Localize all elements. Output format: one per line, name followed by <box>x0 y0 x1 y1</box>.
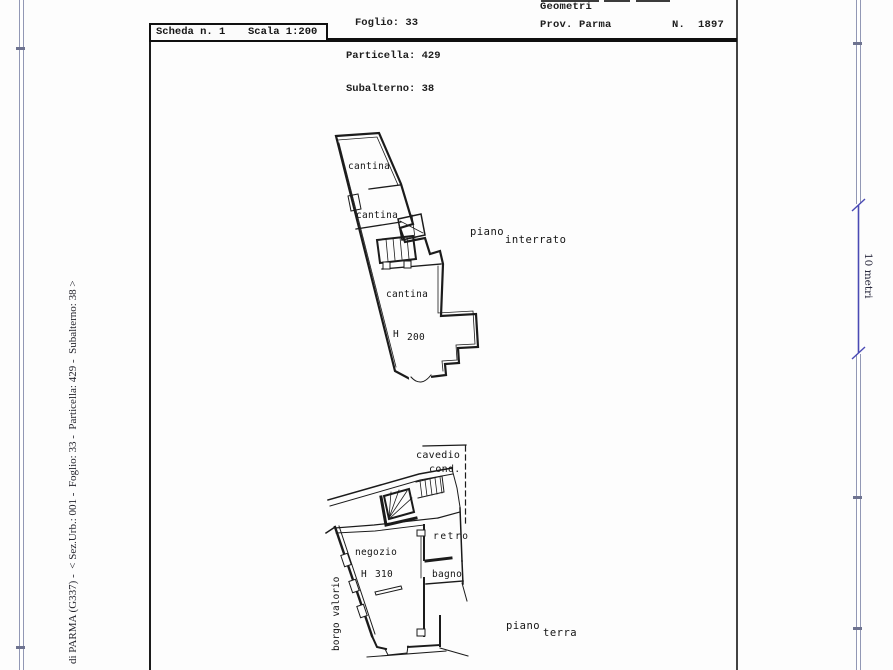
header-prov: Prov. Parma <box>540 19 612 31</box>
header-geometri: Geometri <box>540 1 593 13</box>
room-label-cantina-main: cantina <box>386 289 429 300</box>
frame-border-right <box>736 0 738 670</box>
margin-reference-text: di PARMA (G337) - < Sez.Urb.: 001 - Foglio: 33 - Particella: 429 - Subalterno: 38 > <box>67 280 79 664</box>
room-label-negozio: negozio <box>355 547 398 558</box>
room-label-cavedio: cavedio <box>416 450 461 461</box>
header-id-block <box>346 0 441 117</box>
ruler-tick <box>853 627 862 630</box>
room-label-cantina-top: cantina <box>348 161 391 172</box>
clipped-stamp-fragment <box>636 0 670 2</box>
ruler-tick <box>16 646 25 649</box>
street-label: borgo valorio <box>331 576 342 651</box>
height-value: 200 <box>407 332 426 343</box>
height-label: H <box>393 329 400 340</box>
room-label-cantina-mid: cantina <box>356 210 399 221</box>
floor-caption-piano: piano <box>506 620 541 632</box>
floor-caption-interrato: interrato <box>505 234 567 246</box>
clipped-stamp-fragment <box>604 0 630 2</box>
floor-caption-terra: terra <box>543 627 578 639</box>
header-particella: Particella: 429 <box>346 50 441 62</box>
scheda-scala-box <box>149 23 328 42</box>
frame-border-left <box>149 38 151 670</box>
scale-bar-label: 10 metri <box>862 253 874 299</box>
height-value: 310 <box>375 569 394 580</box>
ruler-tick <box>16 47 25 50</box>
scheda-label: Scheda n. 1 <box>156 26 226 38</box>
scala-label: Scala 1:200 <box>248 26 318 38</box>
header-foglio: Foglio: 33 <box>355 17 419 29</box>
ruler-tick <box>853 42 862 45</box>
height-label: H <box>361 569 368 580</box>
left-margin-ruler <box>19 0 24 670</box>
room-label-bagno: bagno <box>432 569 463 580</box>
room-label-retro: retro <box>433 531 470 542</box>
floor-caption-piano: piano <box>470 226 505 238</box>
header-numero: N. 1897 <box>672 19 725 31</box>
header-subalterno: Subalterno: 38 <box>346 83 435 95</box>
room-label-cond: cond. <box>429 464 461 475</box>
ruler-tick <box>853 496 862 499</box>
